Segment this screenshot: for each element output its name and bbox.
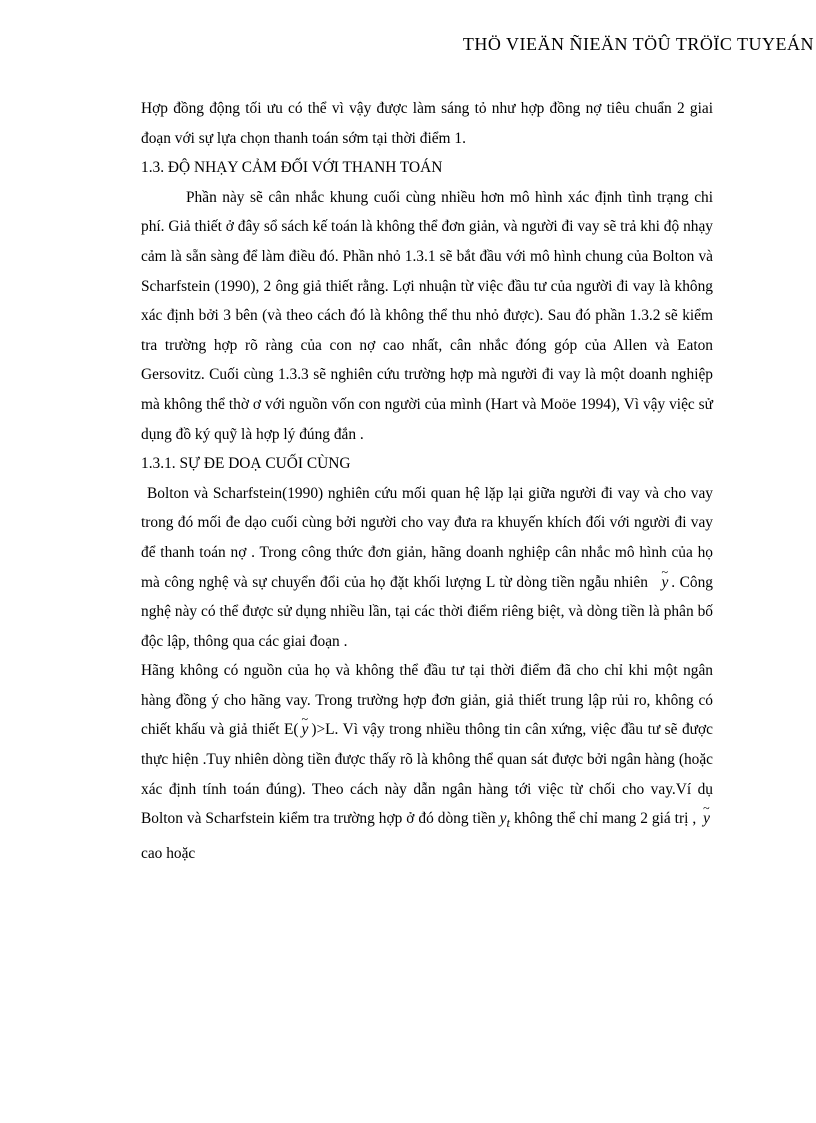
section-heading-1-3-1: 1.3.1. SỰ ĐE DOẠ CUỐI CÙNG — [141, 455, 351, 473]
y-tilde-symbol: ~ y — [652, 568, 671, 598]
paragraph-1: Hợp đồng động tối ưu có thể vì vậy được làm sáng tỏ như hợp đồng nợ tiêu chuẩn 2 giai đoạn với sự lựa chọn thanh toán sớm tại thời điểm 1. — [141, 100, 713, 147]
paragraph-3-text-b: . Công nghệ này có thể được sử dụng nhiều lần, tại các thời điểm riêng biệt, và dòng tiền là phân bố độc lập, thông qua các giai đoạn . — [141, 573, 713, 650]
paragraph-3 — [141, 479, 713, 657]
y-t-symbol: $y_t$ — [499, 810, 511, 831]
paragraph-4-text-c: không thể chỉ mang 2 giá trị , — [514, 810, 697, 828]
document-body — [141, 94, 713, 869]
paragraph-4-text-b: )>L. Vì vậy trong nhiều thông tin cân xứng, việc đầu tư sẽ được thực hiện .Tuy nhiên dòng tiền được thấy rõ là không thể quan sát được bởi ngân hàng (hoặc xác định tính toán đúng). Theo cách này dẫn ngân hàng tới việc từ chối cho vay.Ví dụ Bolton và Scharfstein kiểm tra trường hợp ở đó dòng tiền — [141, 721, 713, 828]
page-header: THÖ VIEÄN ÑIEÄN TÖÛ TRÖÏC TUYEÁN — [462, 34, 814, 54]
paragraph-4-text-d: cao hoặc — [141, 844, 196, 862]
section-heading-1-3: 1.3. ĐỘ NHẠY CẢM ĐỐI VỚI THANH TOÁN — [141, 159, 443, 177]
y-tilde-symbol: ~ y — [298, 715, 311, 745]
paragraph-4-text-a: Hãng không có nguồn của họ và không thể đầu tư tại thời điểm đã cho chỉ khi một ngân hàng đồng ý cho hãng vay. Trong trường hợp đơn giản, giả thiết trung lập rủi ro, không có chiết khấu và giả thiết E( — [141, 662, 713, 739]
paragraph-4 — [141, 656, 713, 868]
paragraph-3-text-a: Bolton và Scharfstein(1990) nghiên cứu mối quan hệ lặp lại giữa người đi vay và cho vay trong đó mối đe dạo cuối cùng bởi người cho vay đưa ra khuyến khích đối với người đi vay để thanh toán nợ . Trong công thức đơn giản, hãng doanh nghiệp cân nhắc mô hình của họ mà công nghệ và sự chuyển đổi của họ đặt khối lượng L từ dòng tiền ngẫu nhiên — [141, 484, 713, 591]
y-tilde-symbol: ~ y — [700, 804, 713, 834]
paragraph-2: Phần này sẽ cân nhắc khung cuối cùng nhiều hơn mô hình xác định tình trạng chi phí. Giả thiết ở đây sổ sách kế toán là không thể đơn giản, và người đi vay sẽ trả khi độ nhạy cảm là sẵn sàng để làm điều đó. Phần nhỏ 1.3.1 sẽ bắt đầu với mô hình chung của Bolton và Scharfstein (1990), 2 ông giả thiết rằng. Lợi nhuận từ việc đầu tư của người đi vay là không xác định bởi 3 bên (và theo cách đó là không thể thu nhỏ được). Sau đó phần 1.3.2 sẽ kiểm tra trường hợp rõ ràng của con nợ cao nhất, cân nhắc đóng góp của Allen và Eaton Gersovitz. Cuối cùng 1.3.3 sẽ nghiên cứu trường hợp mà người đi vay là một doanh nghiệp mà không thể thờ ơ với nguồn vốn con người của mình (Hart và Moöe 1994), Vì vậy việc sử dụng đồ ký quỹ là hợp lý đúng đắn . — [141, 188, 713, 443]
